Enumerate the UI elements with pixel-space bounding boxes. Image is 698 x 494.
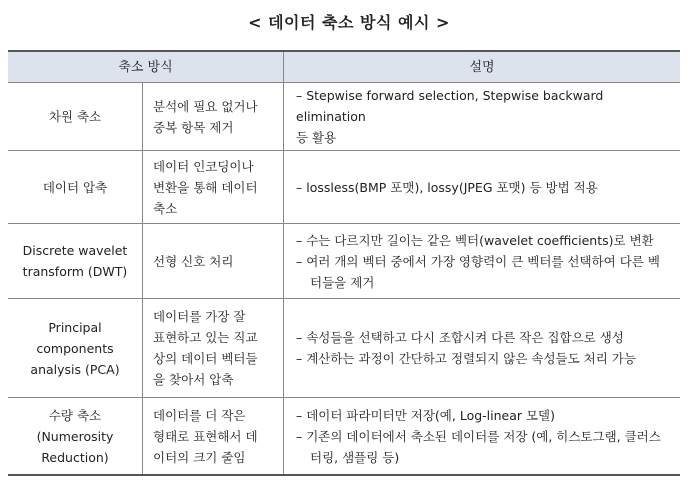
method-name-line: components [36, 340, 114, 356]
method-summary-line: 표현하고 있는 직교 [153, 330, 258, 345]
description-bullet: – 기존의 데이터에서 축소된 데이터를 저장 (예, 히스토그램, 클러스터링, 샘플링 등) [296, 428, 661, 465]
method-summary-line: 중복 항목 제거 [153, 119, 234, 135]
table-row [8, 299, 680, 398]
method-name [8, 151, 143, 224]
method-name-line: transform (DWT) [22, 264, 128, 279]
method-description [284, 224, 681, 299]
method-summary-line: 변환을 통해 데이터 [153, 179, 258, 195]
method-summary-line: 선형 신호 처리 [153, 253, 234, 269]
method-name-line: 수량 축소 [48, 407, 102, 423]
description-bullet: – 데이터 파라미터만 저장(예, Log-linear 모델) [296, 407, 556, 423]
table-caption: < 데이터 축소 방식 예시 > [248, 13, 450, 32]
header-description: 설명 [284, 51, 681, 83]
method-summary-line: 데이터 인코딩이나 [153, 158, 254, 174]
description-line: – Stepwise forward selection, Stepwise backward elimination [296, 88, 604, 124]
method-summary-line: 상의 데이터 벡터들 [153, 351, 258, 366]
method-summary-line: 축소 [153, 200, 178, 216]
method-summary-line: 데이터를 더 작은 [153, 407, 246, 423]
description-bullet: – 속성들을 선택하고 다시 조합시켜 다른 작은 집합으로 생성 [296, 330, 624, 345]
method-description [284, 398, 681, 476]
method-description [284, 299, 681, 398]
method-name [8, 398, 143, 476]
method-summary [143, 299, 284, 398]
method-name-line: 차원 축소 [48, 109, 102, 124]
description-bullet: – 수는 다르지만 길이는 같은 벡터(wavelet coefficients)로 변환 [296, 232, 654, 248]
method-summary-line: 형태로 표현해서 데 [153, 428, 258, 444]
method-name [8, 224, 143, 299]
table-row [8, 398, 680, 476]
method-summary-line: 을 찾아서 압축 [153, 372, 234, 387]
method-summary [143, 398, 284, 476]
method-name-line: 데이터 압축 [42, 179, 108, 195]
method-summary-line: 이터의 크기 줄임 [153, 449, 246, 465]
method-description [284, 83, 681, 151]
description-bullet: – 여러 개의 벡터 중에서 가장 영향력이 큰 벡터를 선택하여 다른 벡터들을 제거 [296, 253, 660, 290]
method-name [8, 83, 143, 151]
method-name-line: (Numerosity [36, 428, 114, 444]
description-line: – lossless(BMP 포맷), lossy(JPEG 포맷) 등 방법 적용 [296, 179, 598, 195]
method-summary [143, 224, 284, 299]
table-row [8, 151, 680, 224]
method-name-line: Reduction) [41, 449, 109, 465]
data-reduction-table [8, 50, 680, 476]
table-row [8, 83, 680, 151]
method-name-line: Principal [48, 319, 102, 335]
method-name-line: analysis (PCA) [30, 361, 120, 377]
method-description [284, 151, 681, 224]
description-line: 등 활용 [296, 130, 337, 145]
method-summary-line: 분석에 필요 없거나 [153, 98, 258, 114]
method-summary [143, 151, 284, 224]
method-summary-line: 데이터를 가장 잘 [153, 309, 246, 324]
method-summary [143, 83, 284, 151]
header-row [8, 51, 680, 83]
table-row [8, 224, 680, 299]
header-method: 축소 방식 [8, 51, 284, 83]
method-name [8, 299, 143, 398]
method-name-line: Discrete wavelet [22, 243, 128, 258]
description-bullet: – 계산하는 과정이 간단하고 정렬되지 않은 속성들도 처리 가능 [296, 351, 636, 366]
